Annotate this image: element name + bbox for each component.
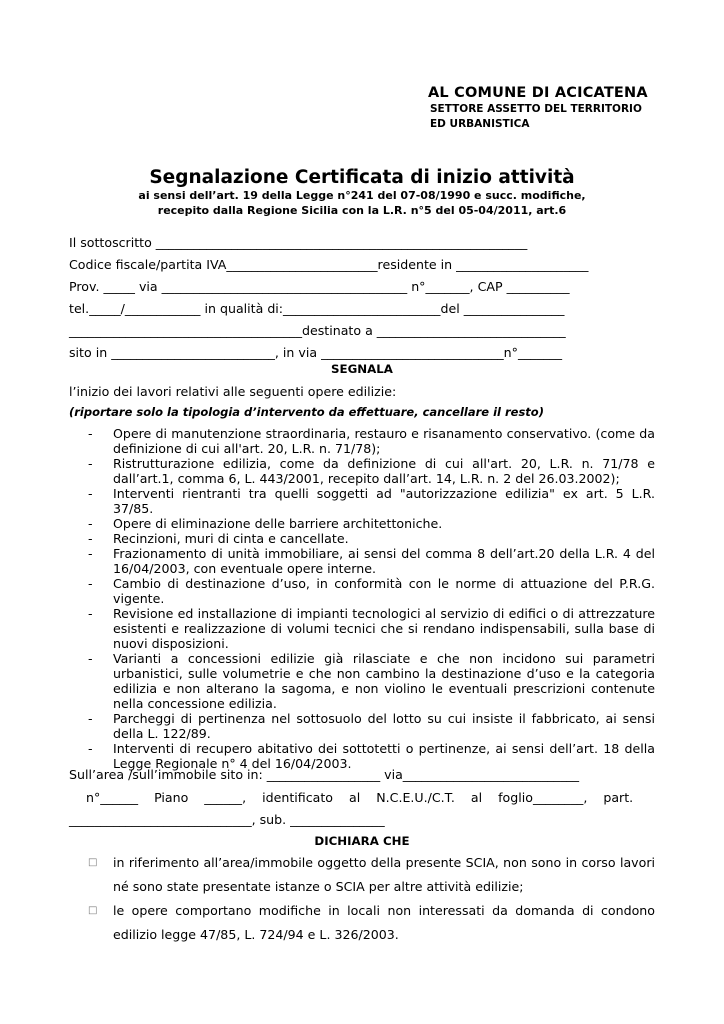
- document-subtitle-2: recepito dalla Regione Sicilia con la L.R. n°5 del 05-04/2011, art.6: [157, 204, 567, 217]
- bullet-dash: -: [88, 531, 93, 546]
- recipient-settore-line-2: ED URBANISTICA: [430, 118, 530, 130]
- bullet-dash: -: [88, 516, 93, 531]
- list-item: [88, 516, 655, 531]
- field-codice-fiscale-residenza[interactable]: Codice fiscale/partita IVA________________________residente in _____________________: [69, 257, 589, 272]
- bullet-dash: -: [88, 651, 93, 666]
- field-provincia-via-cap[interactable]: Prov. _____ via _______________________________________ n°_______, CAP __________: [69, 279, 570, 294]
- bullet-dash: -: [88, 606, 93, 621]
- list-item: [88, 426, 655, 456]
- field-telefono-qualita[interactable]: tel._____/____________ in qualità di:_________________________del ________________: [69, 301, 565, 316]
- bullet-dash: -: [88, 426, 93, 441]
- field-sottoscritto[interactable]: Il sottoscritto ___________________________________________________________: [69, 235, 528, 250]
- declaration-item: [88, 851, 655, 899]
- field-particella-sub[interactable]: _____________________________, sub. _______________: [69, 812, 385, 827]
- dichiara-heading: DICHIARA CHE: [314, 834, 410, 848]
- segnala-heading: SEGNALA: [331, 362, 393, 376]
- list-item: [88, 576, 655, 606]
- bullet-dash: -: [88, 576, 93, 591]
- checkbox-icon[interactable]: □: [88, 905, 98, 916]
- recipient-comune: AL COMUNE DI ACICATENA: [428, 85, 648, 101]
- list-item-text: Opere di manutenzione straordinaria, restauro e risanamento conservativo. (come da definizione di cui all'art. 20, L.R. n. 71/78);: [113, 426, 655, 456]
- list-item-text: Interventi di recupero abitativo dei sottotetti o pertinenze, ai sensi dell’art. 18 della Legge Regionale n° 4 del 16/04/2003.: [113, 741, 655, 771]
- bullet-dash: -: [88, 546, 93, 561]
- checkbox-icon[interactable]: □: [88, 857, 98, 868]
- declaration-text: in riferimento all’area/immobile oggetto della presente SCIA, non sono in corso lavori né sono state presentate istanze o SCIA per altre attività edilizie;: [113, 855, 655, 894]
- list-item: [88, 711, 655, 741]
- instruction-note: (riportare solo la tipologia d’intervento da effettuare, cancellare il resto): [69, 405, 544, 419]
- list-item: [88, 606, 655, 651]
- field-destinazione[interactable]: _____________________________________destinato a ______________________________: [69, 323, 566, 338]
- list-item-text: Frazionamento di unità immobiliare, ai sensi del comma 8 dell’art.20 della L.R. 4 del 16/04/2003, con eventuale opere interne.: [113, 546, 655, 576]
- list-item: [88, 651, 655, 711]
- list-item: [88, 486, 655, 516]
- document-title: Segnalazione Certificata di inizio attività: [149, 167, 575, 188]
- bullet-dash: -: [88, 456, 93, 471]
- recipient-settore-line-1: SETTORE ASSETTO DEL TERRITORIO: [430, 103, 642, 115]
- list-item-text: Parcheggi di pertinenza nel sottosuolo del lotto su cui insiste il fabbricato, ai sensi della L. 122/89.: [113, 711, 655, 741]
- list-item-text: Interventi rientranti tra quelli soggetti ad "autorizzazione edilizia" ex art. 5 L.R. 37/85.: [113, 486, 655, 516]
- bullet-dash: -: [88, 486, 93, 501]
- list-item: [88, 531, 655, 546]
- list-item-text: Revisione ed installazione di impianti tecnologici al servizio di edifici o di attrezzature esistenti e realizzazione di volumi tecnici che si rendano indispensabili, sulla base di nuovi disposizioni.: [113, 606, 655, 651]
- list-item: [88, 546, 655, 576]
- list-item-text: Ristrutturazione edilizia, come da definizione di cui all'art. 20, L.R. n. 71/78 e dall’art.1, comma 6, L. 443/2001, recepito dall’art. 14, L.R. n. 2 del 26.03.2002);: [113, 456, 655, 486]
- field-area-immobile-via[interactable]: Sull’area /sull’immobile sito in: __________________ via____________________________: [69, 767, 580, 782]
- field-catasto-foglio-particella[interactable]: n°______ Piano ______, identificato al N.C.E.U./C.T. al foglio________, part.: [86, 790, 634, 805]
- list-item-text: Cambio di destinazione d’uso, in conformità con le norme di attuazione del P.R.G. vigente.: [113, 576, 655, 606]
- field-sito-via[interactable]: sito in __________________________, in via _____________________________n°_______: [69, 345, 563, 360]
- document-subtitle-1: ai sensi dell’art. 19 della Legge n°241 del 07-08/1990 e succ. modifiche,: [138, 189, 586, 202]
- declaration-item: [88, 899, 655, 947]
- list-item: [88, 456, 655, 486]
- list-item-text: Opere di eliminazione delle barriere architettoniche.: [113, 516, 443, 531]
- works-list: [88, 426, 655, 771]
- bullet-dash: -: [88, 741, 93, 756]
- bullet-dash: -: [88, 711, 93, 726]
- list-item-text: Varianti a concessioni edilizie già rilasciate e che non incidono sui parametri urbanistici, sulle volumetrie e che non cambino la destinazione d’uso e la categoria edilizia e non alterano la sagoma, e non violino le eventuali prescrizioni contenute nella concessione edilizia.: [113, 651, 655, 711]
- list-item-text: Recinzioni, muri di cinta e cancellate.: [113, 531, 349, 546]
- intro-text: l’inizio dei lavori relativi alle seguenti opere edilizie:: [69, 384, 397, 399]
- declaration-text: le opere comportano modifiche in locali non interessati da domanda di condono edilizio legge 47/85, L. 724/94 e L. 326/2003.: [113, 903, 655, 942]
